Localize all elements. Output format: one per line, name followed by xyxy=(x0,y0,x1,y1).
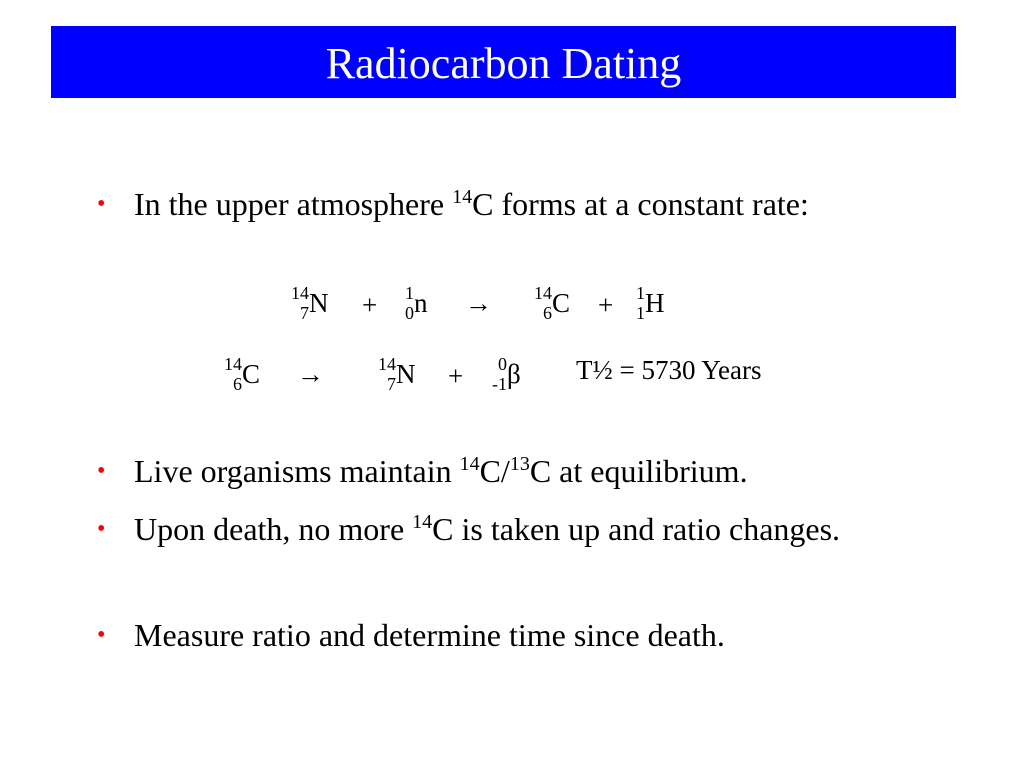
isotope-mass: 14 xyxy=(412,511,433,533)
bullet-text-4: Measure ratio and determine time since death. xyxy=(134,617,725,653)
nuclide-c14 xyxy=(224,354,261,394)
bullet-2-mid: C/ xyxy=(479,453,510,489)
nuclide-n14 xyxy=(291,283,329,323)
isotope-mass: 14 xyxy=(459,453,480,475)
bullet-1-post: C forms at a constant rate: xyxy=(472,186,809,222)
bullet-2-pre: Live organisms maintain xyxy=(134,453,460,489)
atomic-number: 7 xyxy=(387,374,396,394)
bullet-text-1 xyxy=(134,180,924,233)
mass-number: 1 xyxy=(636,283,645,303)
mass-number: 1 xyxy=(405,283,414,303)
plus-sign: + xyxy=(598,290,614,320)
arrow-icon: → xyxy=(465,288,492,318)
isotope-mass: 13 xyxy=(509,453,530,475)
atomic-number: 6 xyxy=(543,303,552,323)
slide-title: Radiocarbon Dating xyxy=(325,39,682,88)
element-symbol: N xyxy=(309,288,329,318)
bullet-dot: • xyxy=(97,458,106,484)
mass-number: 14 xyxy=(534,283,552,303)
plus-sign: + xyxy=(448,361,464,391)
element-symbol: β xyxy=(507,359,521,389)
nuclide-c14 xyxy=(534,283,571,323)
bullet-dot: • xyxy=(97,191,106,217)
element-symbol: n xyxy=(414,288,428,318)
atomic-number: 0 xyxy=(405,303,414,323)
bullet-1-pre: In the upper atmosphere xyxy=(134,186,453,222)
bullet-text-3 xyxy=(134,505,924,558)
mass-number: 14 xyxy=(291,283,309,303)
arrow-icon: → xyxy=(297,359,324,389)
mass-number: 14 xyxy=(378,354,396,374)
element-symbol: N xyxy=(396,359,416,389)
title-bar xyxy=(51,26,956,98)
atomic-number: -1 xyxy=(492,374,507,394)
bullet-3-pre: Upon death, no more xyxy=(134,511,413,547)
atomic-number: 1 xyxy=(636,303,645,323)
isotope-mass: 14 xyxy=(452,186,473,208)
nuclide-h1 xyxy=(636,283,665,323)
nuclide-beta xyxy=(492,354,521,394)
atomic-number: 6 xyxy=(233,374,242,394)
mass-number: 14 xyxy=(224,354,242,374)
nuclide-n14 xyxy=(378,354,416,394)
bullet-dot: • xyxy=(97,516,106,542)
bullet-2-post: C at equilibrium. xyxy=(529,453,748,489)
atomic-number: 7 xyxy=(300,303,309,323)
mass-number: 0 xyxy=(498,354,507,374)
bullet-dot: • xyxy=(97,622,106,648)
half-life-label: T½ = 5730 Years xyxy=(576,355,762,385)
nuclide-neutron xyxy=(405,283,428,323)
bullet-3-post: C is taken up and ratio changes. xyxy=(432,511,841,547)
plus-sign: + xyxy=(362,290,378,320)
bullet-text-2 xyxy=(134,447,924,500)
element-symbol: C xyxy=(242,359,261,389)
element-symbol: H xyxy=(645,288,665,318)
element-symbol: C xyxy=(552,288,571,318)
